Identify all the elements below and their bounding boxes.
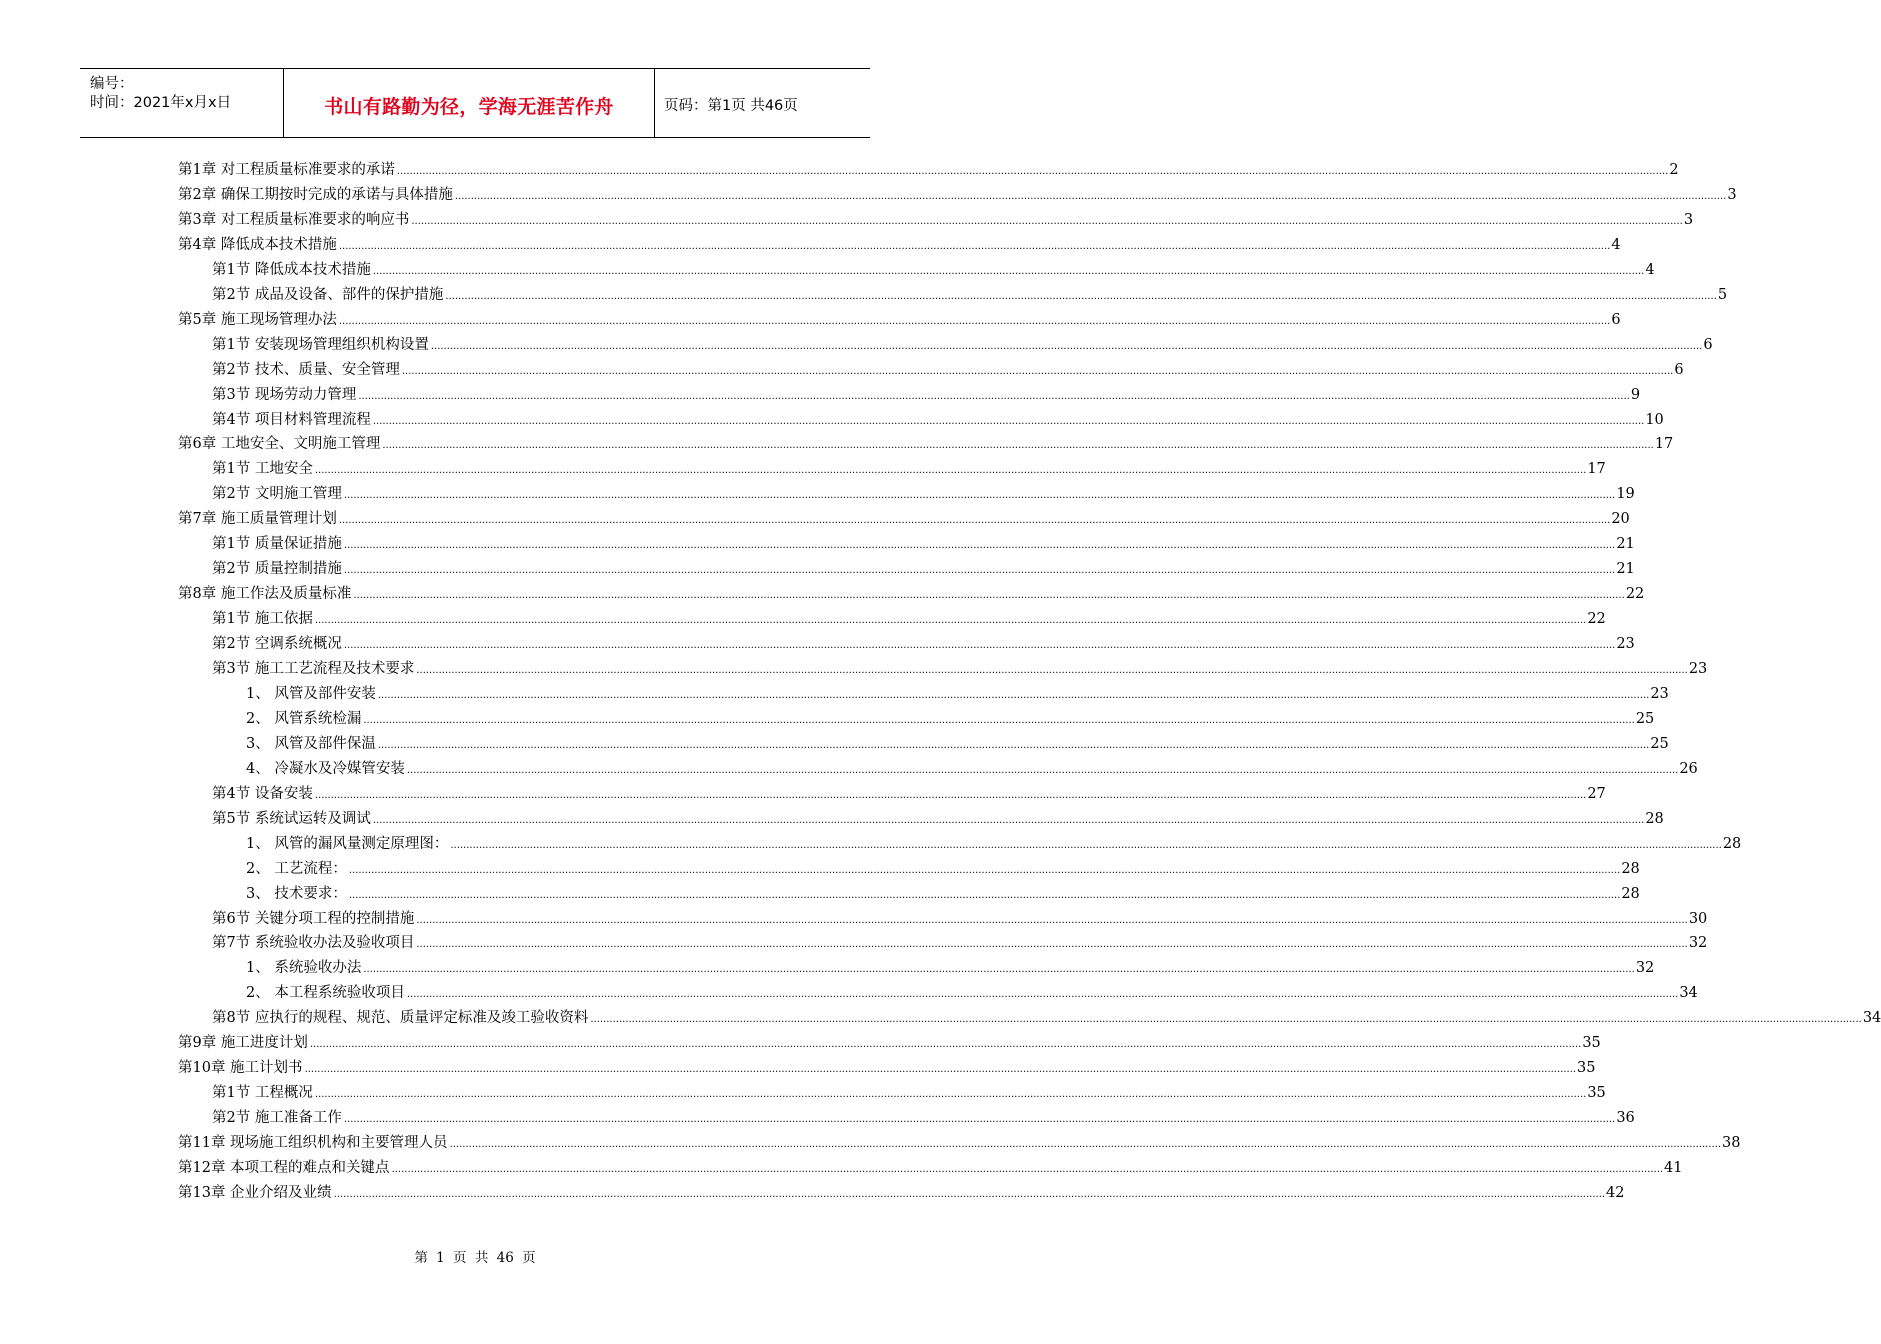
header-motto: 书山有路勤为径，学海无涯苦作舟: [324, 96, 614, 118]
header-page-cell: [654, 69, 870, 137]
toc-entry[interactable]: [178, 1131, 1741, 1156]
toc-entry-page: 5: [1717, 286, 1728, 303]
toc-entry[interactable]: [178, 158, 1679, 183]
toc-entry-title: 第3章 对工程质量标准要求的响应书: [178, 211, 410, 228]
toc-leader-dots: ................................................................................................................................................................................................................................................................................................................................................................................................................: [416, 665, 1688, 676]
toc-entry-page: 9: [1630, 386, 1641, 403]
toc-entry[interactable]: [212, 907, 1708, 932]
toc-entry-page: 35: [1577, 1060, 1596, 1077]
toc-entry[interactable]: [246, 707, 1655, 732]
toc-entry[interactable]: [178, 183, 1737, 208]
toc-entry-page: 23: [1688, 661, 1708, 677]
toc-leader-dots: ................................................................................................................................................................................................................................................................................................................................................................................................................: [377, 689, 1650, 701]
toc-entry-title: 1、 风管及部件安装: [246, 685, 376, 702]
toc-entry-page: 30: [1688, 910, 1708, 927]
toc-entry-page: 42: [1606, 1184, 1625, 1201]
toc-entry-title: 第2节 质量控制措施: [212, 561, 342, 578]
toc-leader-dots: ................................................................................................................................................................................................................................................................................................................................................................................................................: [401, 365, 1674, 377]
toc-entry-page: 6: [1674, 361, 1684, 378]
toc-entry-title: 第11章 现场施工组织机构和主要管理人员: [178, 1135, 448, 1152]
toc-entry-page: 35: [1582, 1035, 1601, 1052]
toc-leader-dots: ................................................................................................................................................................................................................................................................................................................................................................................................................: [343, 565, 1616, 577]
toc-entry-page: 22: [1587, 611, 1606, 628]
toc-leader-dots: ................................................................................................................................................................................................................................................................................................................................................................................................................: [590, 1014, 1862, 1026]
toc-entry-page: 28: [1722, 835, 1742, 852]
toc-entry-page: 22: [1625, 586, 1645, 603]
toc-entry-page: 19: [1616, 486, 1635, 503]
document-number: 编号：: [90, 76, 134, 92]
toc-entry[interactable]: [178, 308, 1621, 333]
toc-entry-title: 第8章 施工作法及质量标准: [178, 586, 352, 603]
toc-entry[interactable]: [212, 607, 1606, 632]
toc-entry-page: 10: [1645, 411, 1664, 428]
toc-leader-dots: ................................................................................................................................................................................................................................................................................................................................................................................................................: [314, 615, 1587, 627]
toc-entry-page: 32: [1635, 960, 1655, 977]
toc-leader-dots: ................................................................................................................................................................................................................................................................................................................................................................................................................: [372, 814, 1645, 826]
toc-leader-dots: ................................................................................................................................................................................................................................................................................................................................................................................................................: [363, 714, 1635, 726]
toc-leader-dots: ................................................................................................................................................................................................................................................................................................................................................................................................................: [430, 340, 1703, 352]
toc-entry-title: 第2节 施工准备工作: [212, 1110, 342, 1127]
toc-entry-page: 2: [1669, 162, 1679, 178]
toc-entry[interactable]: [212, 532, 1635, 557]
toc-entry-title: 第4节 项目材料管理流程: [212, 411, 371, 428]
toc-entry-title: 第3节 现场劳动力管理: [212, 386, 357, 403]
toc-entry-page: 36: [1616, 1110, 1635, 1127]
toc-entry-page: 27: [1587, 785, 1606, 802]
toc-entry-title: 第12章 本项工程的难点和关键点: [178, 1160, 390, 1176]
toc-leader-dots: ................................................................................................................................................................................................................................................................................................................................................................................................................: [338, 315, 1611, 327]
toc-entry[interactable]: [212, 457, 1606, 482]
toc-leader-dots: ................................................................................................................................................................................................................................................................................................................................................................................................................: [333, 1188, 1606, 1200]
toc-entry-title: 4、 冷凝水及冷媒管安装: [246, 760, 405, 777]
toc-entry-title: 第2章 确保工期按时完成的承诺与具体措施: [178, 186, 453, 203]
toc-entry-title: 2、 本工程系统验收项目: [246, 985, 405, 1002]
toc-entry-page: 28: [1645, 810, 1664, 827]
toc-leader-dots: ................................................................................................................................................................................................................................................................................................................................................................................................................: [377, 739, 1650, 751]
toc-leader-dots: ................................................................................................................................................................................................................................................................................................................................................................................................................: [343, 540, 1616, 552]
toc-entry[interactable]: [178, 1181, 1625, 1206]
toc-entry-title: 2、 工艺流程：: [246, 860, 347, 877]
toc-entry-title: 1、 系统验收办法: [246, 960, 362, 977]
toc-leader-dots: ................................................................................................................................................................................................................................................................................................................................................................................................................: [343, 1114, 1616, 1126]
toc-entry-title: 第7节 系统验收办法及验收项目: [212, 935, 415, 952]
toc-entry-page: 4: [1645, 261, 1655, 278]
toc-leader-dots: ................................................................................................................................................................................................................................................................................................................................................................................................................: [372, 265, 1645, 277]
toc-entry-page: 32: [1688, 935, 1708, 952]
toc-leader-dots: ................................................................................................................................................................................................................................................................................................................................................................................................................: [445, 290, 1717, 302]
toc-entry-page: 21: [1616, 561, 1635, 578]
toc-entry-title: 第7章 施工质量管理计划: [178, 511, 337, 528]
toc-entry-page: 6: [1611, 311, 1621, 328]
toc-leader-dots: ................................................................................................................................................................................................................................................................................................................................................................................................................: [450, 839, 1722, 851]
toc-entry-title: 第6节 关键分项工程的控制措施: [212, 910, 415, 927]
toc-leader-dots: ................................................................................................................................................................................................................................................................................................................................................................................................................: [416, 939, 1688, 951]
toc-entry-page: 23: [1616, 636, 1635, 653]
toc-entry-page: 17: [1587, 461, 1606, 478]
toc-entry[interactable]: [178, 1156, 1683, 1181]
toc-leader-dots: ................................................................................................................................................................................................................................................................................................................................................................................................................: [449, 1139, 1722, 1151]
toc-entry-title: 第1节 降低成本技术措施: [212, 261, 371, 278]
toc-entry-title: 第1节 质量保证措施: [212, 536, 342, 553]
toc-entry-page: 17: [1654, 436, 1674, 453]
toc-entry[interactable]: [178, 582, 1645, 607]
toc-entry-page: 20: [1611, 511, 1630, 528]
toc-entry-page: 26: [1679, 760, 1698, 777]
header-motto-cell: [283, 69, 655, 137]
toc-leader-dots: ................................................................................................................................................................................................................................................................................................................................................................................................................: [363, 964, 1635, 976]
toc-entry-title: 3、 风管及部件保温: [246, 735, 376, 752]
toc-leader-dots: ................................................................................................................................................................................................................................................................................................................................................................................................................: [348, 889, 1621, 901]
toc-entry[interactable]: [246, 857, 1640, 882]
toc-leader-dots: ................................................................................................................................................................................................................................................................................................................................................................................................................: [382, 440, 1654, 452]
toc-entry-page: 28: [1621, 885, 1640, 902]
toc-leader-dots: ................................................................................................................................................................................................................................................................................................................................................................................................................: [314, 789, 1587, 801]
toc-entry-title: 第13章 企业介绍及业绩: [178, 1184, 332, 1201]
toc-entry-title: 第2节 空调系统概况: [212, 636, 342, 653]
toc-entry[interactable]: [246, 882, 1640, 907]
toc-leader-dots: ................................................................................................................................................................................................................................................................................................................................................................................................................: [353, 590, 1625, 602]
toc-entry[interactable]: [246, 832, 1742, 857]
toc-entry[interactable]: [212, 358, 1684, 383]
toc-entry-page: 25: [1635, 710, 1655, 727]
toc-entry[interactable]: [246, 981, 1698, 1006]
toc-entry-title: 第2节 文明施工管理: [212, 486, 342, 503]
toc-entry-title: 第10章 施工计划书: [178, 1060, 303, 1077]
toc-entry[interactable]: [212, 782, 1606, 807]
toc-entry[interactable]: [178, 208, 1694, 233]
toc-entry[interactable]: [212, 408, 1664, 433]
toc-leader-dots: ................................................................................................................................................................................................................................................................................................................................................................................................................: [304, 1064, 1577, 1076]
toc-entry-title: 第1节 施工依据: [212, 611, 313, 628]
toc-entry-title: 第8节 应执行的规程、规范、质量评定标准及竣工验收资料: [212, 1010, 589, 1027]
page-footer: 第 1 页 共 46 页: [414, 1250, 536, 1266]
toc-leader-dots: ................................................................................................................................................................................................................................................................................................................................................................................................................: [411, 215, 1683, 227]
toc-entry[interactable]: [212, 632, 1635, 657]
toc-leader-dots: ................................................................................................................................................................................................................................................................................................................................................................................................................: [338, 515, 1611, 527]
page-header: [80, 68, 870, 138]
toc-entry[interactable]: [212, 1081, 1606, 1106]
toc-entry[interactable]: [246, 732, 1669, 757]
toc-leader-dots: ................................................................................................................................................................................................................................................................................................................................................................................................................: [314, 1089, 1587, 1101]
toc-entry[interactable]: [212, 258, 1655, 283]
toc-entry-title: 第1节 工地安全: [212, 461, 313, 478]
toc-leader-dots: ................................................................................................................................................................................................................................................................................................................................................................................................................: [348, 864, 1621, 876]
toc-entry-title: 第3节 施工工艺流程及技术要求: [212, 661, 415, 677]
toc-entry[interactable]: [212, 931, 1708, 956]
toc-entry-title: 第1节 安装现场管理组织机构设置: [212, 336, 429, 353]
toc-leader-dots: ................................................................................................................................................................................................................................................................................................................................................................................................................: [309, 1039, 1582, 1051]
toc-entry-title: 第5章 施工现场管理办法: [178, 311, 337, 328]
toc-leader-dots: ................................................................................................................................................................................................................................................................................................................................................................................................................: [416, 914, 1688, 926]
toc-entry[interactable]: [212, 383, 1641, 408]
toc-leader-dots: ................................................................................................................................................................................................................................................................................................................................................................................................................: [343, 490, 1616, 502]
toc-entry-title: 2、 风管系统检漏: [246, 710, 362, 727]
toc-entry[interactable]: [212, 1006, 1881, 1031]
toc-entry[interactable]: [178, 1031, 1601, 1056]
toc-entry[interactable]: [178, 507, 1630, 532]
toc-entry-page: 21: [1616, 536, 1635, 553]
toc-leader-dots: ................................................................................................................................................................................................................................................................................................................................................................................................................: [358, 390, 1630, 402]
toc-entry[interactable]: [246, 956, 1655, 981]
toc-entry-title: 第2节 成品及设备、部件的保护措施: [212, 286, 444, 303]
header-meta: [80, 69, 283, 137]
toc-entry-page: 38: [1722, 1135, 1741, 1152]
toc-leader-dots: ................................................................................................................................................................................................................................................................................................................................................................................................................: [343, 640, 1616, 652]
toc-entry-page: 25: [1650, 735, 1669, 752]
toc-entry-title: 第5节 系统试运转及调试: [212, 810, 371, 827]
toc-leader-dots: ................................................................................................................................................................................................................................................................................................................................................................................................................: [391, 1164, 1664, 1175]
header-page-info: 页码：第1页 共46页: [664, 98, 798, 114]
toc-entry-page: 35: [1587, 1085, 1606, 1102]
toc-entry[interactable]: [212, 482, 1635, 507]
toc-entry-page: 41: [1664, 1160, 1683, 1176]
toc-leader-dots: ................................................................................................................................................................................................................................................................................................................................................................................................................: [406, 764, 1679, 776]
toc-entry-page: 34: [1679, 985, 1698, 1002]
toc-entry[interactable]: [178, 233, 1621, 258]
toc-entry-page: 3: [1727, 186, 1737, 203]
toc-entry-page: 3: [1683, 211, 1694, 228]
toc-entry[interactable]: [178, 432, 1674, 457]
toc-entry-title: 3、 技术要求：: [246, 885, 347, 902]
toc-entry-title: 第6章 工地安全、文明施工管理: [178, 436, 381, 453]
toc-entry-title: 第4章 降低成本技术措施: [178, 236, 337, 253]
toc-entry-title: 第2节 技术、质量、安全管理: [212, 361, 400, 378]
toc-entry-page: 4: [1611, 236, 1621, 253]
toc-leader-dots: ................................................................................................................................................................................................................................................................................................................................................................................................................: [372, 415, 1645, 427]
toc-entry[interactable]: [246, 757, 1698, 782]
toc-entry[interactable]: [212, 657, 1708, 682]
toc-entry[interactable]: [212, 283, 1728, 308]
toc-leader-dots: ................................................................................................................................................................................................................................................................................................................................................................................................................: [454, 190, 1727, 202]
toc-entry[interactable]: [212, 557, 1635, 582]
toc-leader-dots: ................................................................................................................................................................................................................................................................................................................................................................................................................: [406, 989, 1679, 1001]
toc-entry-title: 第1章 对工程质量标准要求的承诺: [178, 162, 395, 178]
toc-entry-page: 6: [1703, 336, 1713, 353]
toc-entry-page: 28: [1621, 860, 1640, 877]
toc-entry[interactable]: [212, 333, 1713, 358]
toc-entry-title: 第9章 施工进度计划: [178, 1035, 308, 1052]
toc-entry-title: 第1节 工程概况: [212, 1085, 313, 1102]
toc-leader-dots: ................................................................................................................................................................................................................................................................................................................................................................................................................: [396, 166, 1669, 177]
toc-entry[interactable]: [212, 807, 1664, 832]
toc-entry-page: 23: [1650, 685, 1669, 702]
toc-leader-dots: ................................................................................................................................................................................................................................................................................................................................................................................................................: [314, 465, 1587, 477]
toc-leader-dots: ................................................................................................................................................................................................................................................................................................................................................................................................................: [338, 240, 1611, 252]
toc-entry[interactable]: [212, 1106, 1635, 1131]
toc-entry[interactable]: [246, 682, 1669, 707]
toc-entry-page: 34: [1862, 1010, 1881, 1027]
toc-entry[interactable]: [178, 1056, 1596, 1081]
toc-entry-title: 第4节 设备安装: [212, 785, 313, 802]
document-date: 时间：2021年x月x日: [90, 95, 232, 111]
toc-entry-title: 1、 风管的漏风量测定原理图：: [246, 835, 449, 852]
